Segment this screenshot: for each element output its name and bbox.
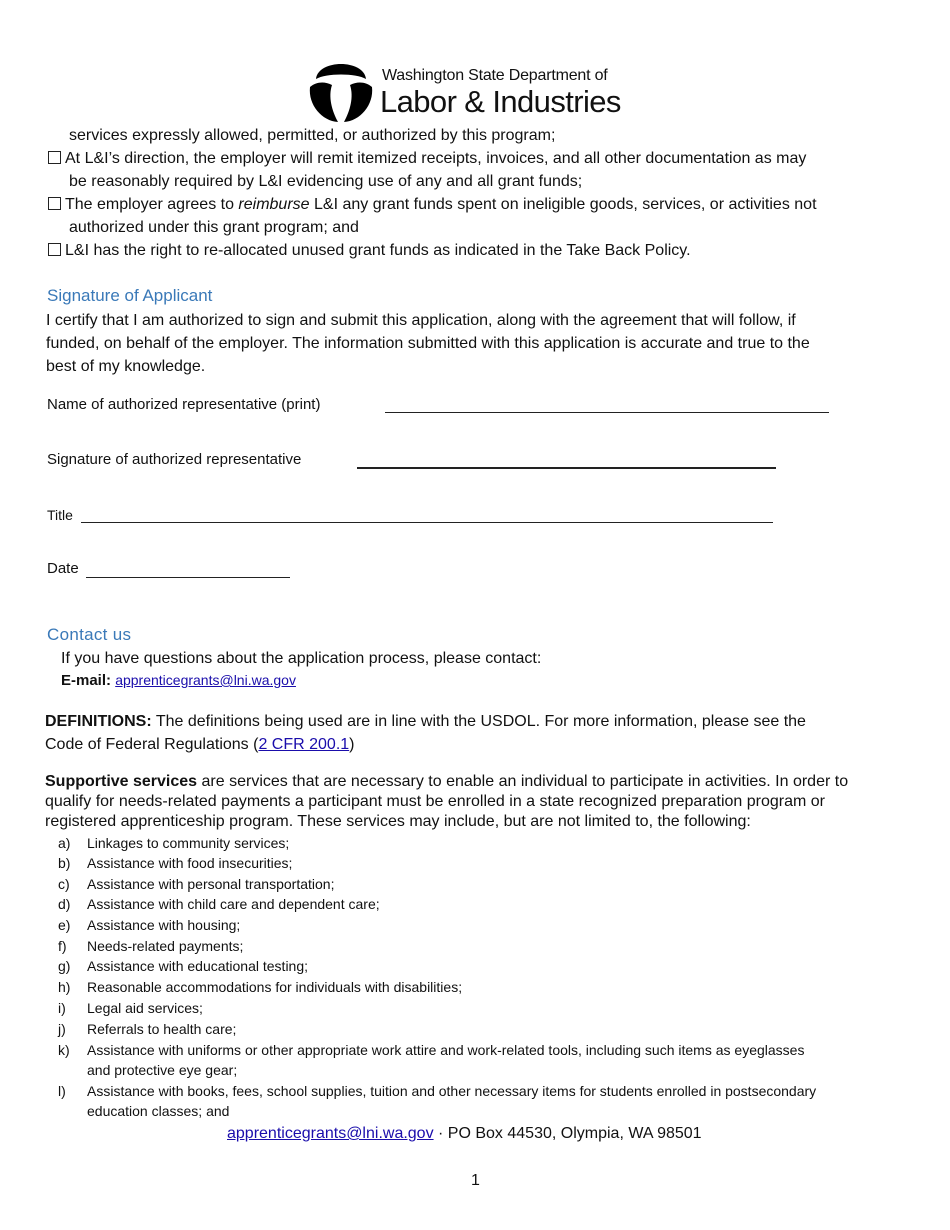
list-item: e) Assistance with housing;	[58, 917, 241, 933]
contact-text: If you have questions about the application process, please contact:	[61, 650, 542, 667]
logo-line1: Washington State Department of	[382, 67, 608, 84]
checkbox[interactable]	[48, 243, 61, 256]
list-item: c) Assistance with personal transportation;	[58, 876, 335, 892]
title-field-label: Title	[47, 507, 73, 523]
list-item: f) Needs-related payments;	[58, 938, 244, 954]
list-item: a) Linkages to community services;	[58, 835, 290, 851]
agreement-item-2: The employer agrees to reimburse L&I any grant funds spent on ineligible goods, services, or activities not	[48, 193, 817, 216]
checkbox[interactable]	[48, 197, 61, 210]
contact-email-link[interactable]: apprenticegrants@lni.wa.gov	[115, 672, 296, 688]
list-item: l) Assistance with books, fees, school supplies, tuition and other necessary items for students enrolled in postsecondary	[58, 1083, 817, 1099]
contact-heading: Contact us	[47, 625, 132, 644]
list-item: b) Assistance with food insecurities;	[58, 855, 293, 871]
date-field-line[interactable]	[86, 577, 290, 578]
list-item: d) Assistance with child care and dependent care;	[58, 896, 380, 912]
list-item-continuation: education classes; and	[87, 1103, 230, 1119]
signature-para-line2: funded, on behalf of the employer. The information submitted with this application is accurate and true to the	[46, 335, 810, 352]
agreement-item-1: At L&I’s direction, the employer will remit itemized receipts, invoices, and all other documentation as may	[48, 147, 806, 170]
logo-line2: Labor & Industries	[380, 84, 621, 119]
name-field-line[interactable]	[385, 412, 829, 413]
date-field-label: Date	[47, 560, 79, 577]
definitions-line2: Code of Federal Regulations (2 CFR 200.1)	[45, 736, 355, 753]
supportive-line2: qualify for needs-related payments a participant must be enrolled in a state recognized preparation program or	[45, 793, 825, 810]
signature-field-label: Signature of authorized representative	[47, 451, 302, 468]
definitions-line1: DEFINITIONS: The definitions being used are in line with the USDOL. For more information, please see the	[45, 713, 806, 730]
list-item-continuation: and protective eye gear;	[87, 1062, 238, 1078]
supportive-line1: Supportive services are services that are necessary to enable an individual to participate in activities. In order to	[45, 773, 849, 790]
agreement-item-1-line2: be reasonably required by L&I evidencing use of any and all grant funds;	[69, 173, 583, 190]
signature-heading: Signature of Applicant	[47, 286, 213, 305]
contact-email-row	[61, 670, 296, 691]
email-label: E-mail:	[61, 672, 112, 689]
signature-para-line1: I certify that I am authorized to sign and submit this application, along with the agreement that will follow, if	[46, 312, 796, 329]
cfr-link[interactable]: 2 CFR 200.1	[258, 736, 350, 753]
title-field-line[interactable]	[81, 522, 773, 523]
list-item: g) Assistance with educational testing;	[58, 958, 309, 974]
footer-email-link[interactable]: apprenticegrants@lni.wa.gov	[227, 1125, 434, 1142]
footer-address: · PO Box 44530, Olympia, WA 98501	[433, 1125, 702, 1142]
checkbox[interactable]	[48, 151, 61, 164]
agreement-item-2-line2: authorized under this grant program; and	[69, 219, 359, 236]
supportive-line3: registered apprenticeship program. These services may include, but are not limited to, the following:	[45, 813, 751, 830]
name-field-label: Name of authorized representative (print)	[47, 396, 321, 413]
signature-para-line3: best of my knowledge.	[46, 358, 206, 375]
footer-contact	[227, 1122, 702, 1145]
agreement-continued-line: services expressly allowed, permitted, or authorized by this program;	[69, 127, 556, 144]
list-item: k) Assistance with uniforms or other appropriate work attire and work-related tools, including such items as eyeglasses	[58, 1042, 805, 1058]
list-item: i) Legal aid services;	[58, 1000, 203, 1016]
page-number: 1	[471, 1172, 480, 1189]
list-item: h) Reasonable accommodations for individuals with disabilities;	[58, 979, 463, 995]
agreement-item-3: L&I has the right to re-allocated unused grant funds as indicated in the Take Back Policy.	[48, 239, 691, 262]
list-item: j) Referrals to health care;	[58, 1021, 237, 1037]
lni-logo-icon	[306, 55, 376, 123]
lni-logo	[306, 55, 626, 123]
signature-field-line[interactable]	[357, 467, 776, 469]
